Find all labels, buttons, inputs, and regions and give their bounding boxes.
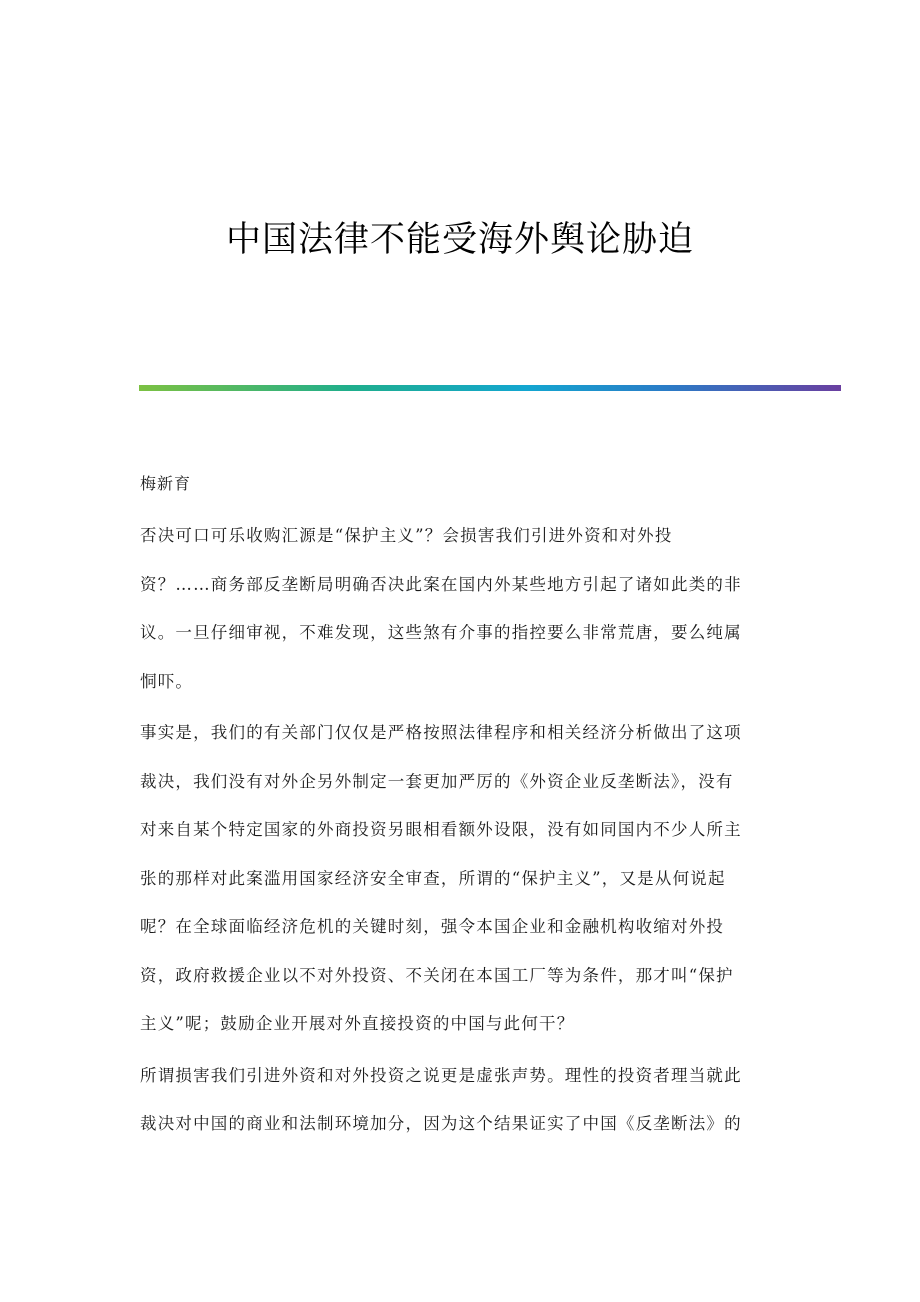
author-name: 梅新育	[140, 474, 192, 493]
text-line: 否决可口可乐收购汇源是“保护主义”？会损害我们引进外资和对外投	[140, 526, 673, 545]
paragraph-1	[140, 512, 770, 706]
text-line: 张的那样对此案滥用国家经济安全审查，所谓的“保护主义”，又是从何说起	[140, 868, 726, 888]
text-line: 主义”呢；鼓励企业开展对外直接投资的中国与此何干？	[140, 1014, 575, 1033]
text-line: 资？……商务部反垄断局明确否决此案在国内外某些地方引起了诸如此类的非	[140, 574, 742, 594]
text-line: 对来自某个特定国家的外商投资另眼相看额外设限，没有如同国内不少人所主	[140, 820, 742, 839]
document-title: 中国法律不能受海外舆论胁迫	[225, 220, 694, 260]
text-line: 资，政府救援企业以不对外投资、不关闭在本国工厂等为条件，那才叫“保护	[140, 965, 734, 985]
text-line: 恫吓。	[140, 671, 194, 691]
paragraph-2	[140, 709, 770, 1049]
text-line: 所谓损害我们引进外资和对外投资之说更是虚张声势。理性的投资者理当就此	[140, 1065, 742, 1085]
title-divider	[139, 385, 841, 391]
paragraph-3	[140, 1052, 770, 1149]
text-line: 呢？在全球面临经济危机的关键时刻，强令本国企业和金融机构收缩对外投	[140, 917, 725, 936]
text-line: 裁决，我们没有对外企另外制定一套更加严厉的《外资企业反垄断法》，没有	[140, 771, 734, 791]
article-body	[140, 464, 770, 1152]
text-line: 裁决对中国的商业和法制环境加分，因为这个结果证实了中国《反垄断法》的	[140, 1114, 742, 1133]
text-line: 事实是，我们的有关部门仅仅是严格按照法律程序和相关经济分析做出了这项	[140, 723, 742, 742]
text-line: 议。一旦仔细审视，不难发现，这些煞有介事的指控要么非常荒唐，要么纯属	[140, 623, 742, 642]
